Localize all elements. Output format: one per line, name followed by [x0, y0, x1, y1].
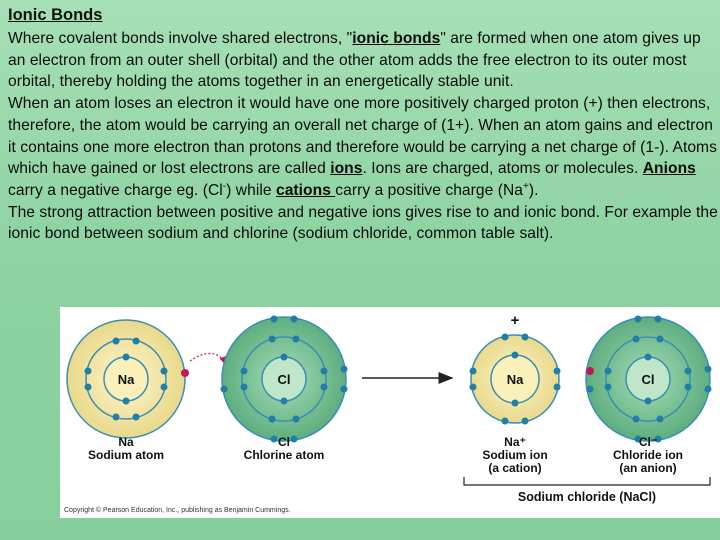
paragraph-ionic-bond-example [8, 202, 720, 245]
electron-transfer-arrow [190, 353, 226, 365]
paragraph-ions [8, 93, 720, 202]
p2-sup-plus: + [522, 180, 529, 192]
paragraph-covalent-vs-ionic [8, 28, 720, 93]
p2-sup-minus: - [222, 180, 227, 192]
term-cations: cations [275, 181, 336, 199]
p3-text: The strong attraction between positive and negative ions gives rise to and ionic bond. For example the ionic bond between sodium and chlorine (sodium chloride, common table salt). [8, 203, 718, 243]
p2-text-f: ). [528, 181, 539, 199]
sodium-atom-diagram [67, 320, 189, 438]
compound-label: Sodium chloride (NaCl) [517, 490, 657, 504]
ionic-bond-figure [60, 307, 720, 518]
sodium-ion-diagram [470, 334, 561, 425]
cl-ion-symbol-in-diagram: Cl [641, 372, 655, 387]
cl-ion-label-symbol: Cl⁻ [638, 435, 658, 449]
p2-text-d: ) while [226, 181, 276, 199]
figure-credit: Copyright © Pearson Education, Inc., publishing as Benjamin Cummings. [64, 507, 291, 514]
figure-svg [60, 307, 720, 518]
na-ion-label-type: (a cation) [488, 461, 542, 475]
na-atom-symbol: Na [117, 372, 135, 387]
slide-title: Ionic Bonds [8, 6, 103, 24]
term-ions: ions [330, 160, 363, 178]
term-ionic-bonds: ionic bonds [352, 30, 441, 47]
p1-text-a: Where covalent bonds involve shared electrons, " [8, 30, 353, 47]
na-ion-symbol-in-diagram: Na [506, 372, 524, 387]
cl-atom-label-symbol: Cl [278, 435, 290, 449]
p2-text: When an atom loses an electron it would have one more positively charged proton (+) then electrons, therefore, the atom would be carrying an overall net charge of (1+). When an atom gains and electron it contains one more electron than protons and therefore would be carrying a net charge of (1-). Atoms which have gained or lost electrons are called [8, 95, 717, 178]
na-ion-label-name: Sodium ion [482, 448, 548, 462]
na-atom-label-name: Sodium atom [87, 448, 165, 462]
cl-atom-symbol: Cl [277, 372, 291, 387]
plus-sign: + [510, 312, 520, 329]
chloride-ion-diagram [586, 316, 712, 443]
p2-text-b: . Ions are charged, atoms or molecules. [362, 160, 643, 178]
compound-bracket [464, 477, 710, 485]
cl-ion-label-name: Chloride ion [613, 448, 683, 462]
chlorine-atom-diagram [221, 316, 348, 443]
p1-text-b: " are formed when one atom gives up an electron from an outer shell (orbital) and the other atom adds the free electron to its outer most orbital, thereby holding the atoms together in an energetically stable unit. [8, 30, 701, 91]
na-atom-label-symbol: Na [118, 435, 134, 449]
p2-text-c: carry a negative charge eg. (Cl [8, 181, 223, 199]
cl-ion-label-type: (an anion) [619, 461, 677, 475]
slide-body [8, 28, 720, 245]
term-anions: Anions [642, 160, 696, 178]
cl-atom-label-name: Chlorine atom [243, 448, 325, 462]
p2-text-e: carry a positive charge (Na [335, 181, 523, 199]
na-ion-label-symbol: Na⁺ [504, 435, 526, 449]
